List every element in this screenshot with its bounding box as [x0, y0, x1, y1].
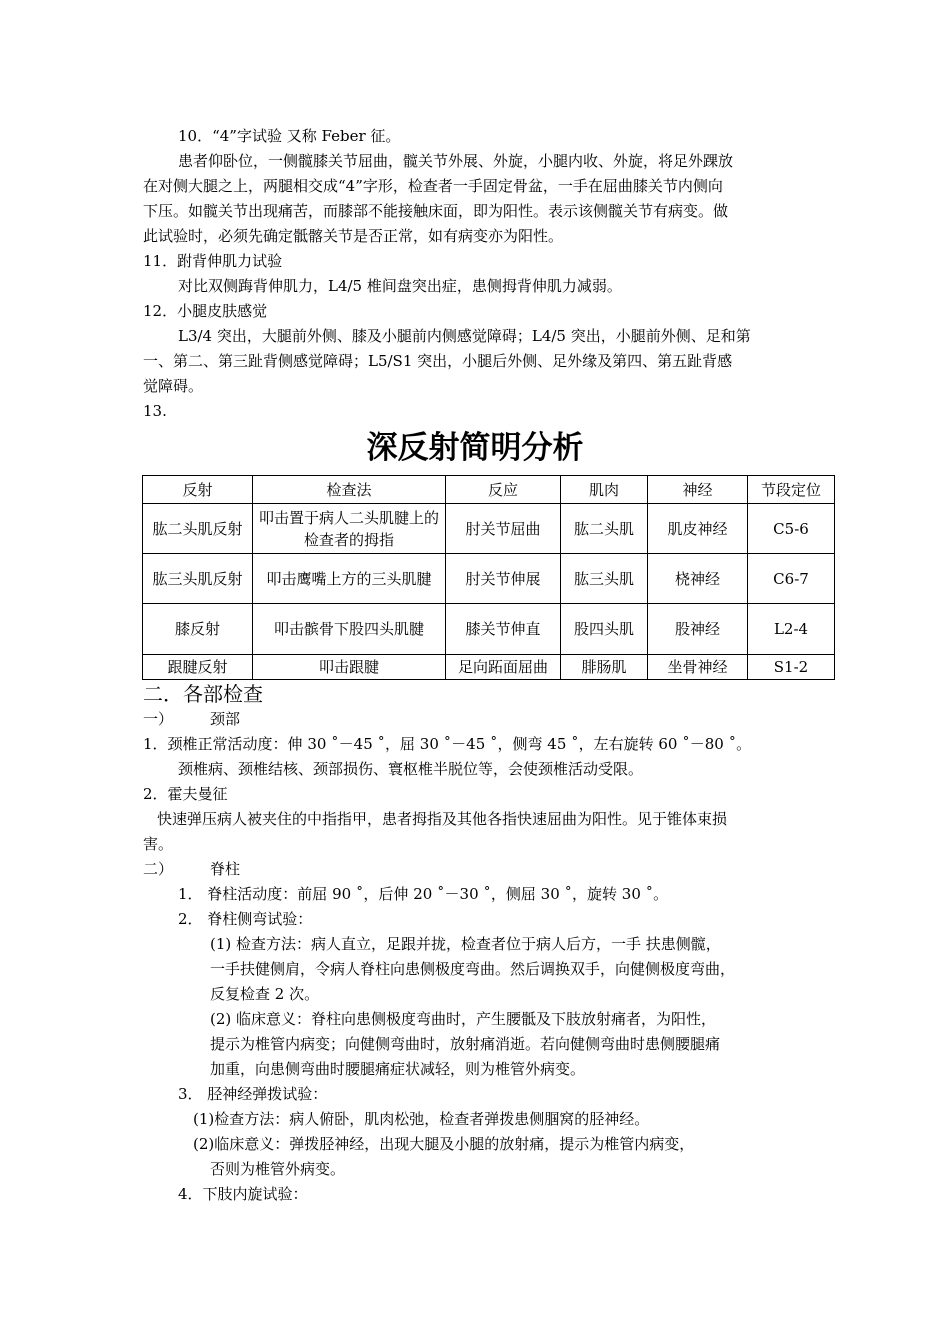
item-11-title: 11．跗背伸肌力试验	[143, 252, 283, 270]
item-11-body: 对比双侧踇背伸肌力，L4/5 椎间盘突出症，患侧拇背伸肌力减弱。	[178, 277, 622, 295]
spine-item-2-method-line: 一手扶健侧肩，令病人脊柱向患侧极度弯曲。然后调换双手，向健侧极度弯曲，	[210, 960, 736, 978]
table-cell: 桡神经	[648, 554, 748, 604]
spine-item-2: 2． 脊柱侧弯试验：	[178, 910, 313, 928]
table-cell: 叩击跟腱	[253, 655, 446, 680]
table-header: 肌肉	[561, 476, 648, 504]
table-cell: 膝关节伸直	[446, 604, 561, 655]
table-cell: 股四头肌	[561, 604, 648, 655]
neck-item-1-body: 颈椎病、颈椎结核、颈部损伤、寰枢椎半脱位等，会使颈椎活动受限。	[178, 760, 644, 778]
table-cell: 跟腱反射	[143, 655, 253, 680]
item-12-body-line: L3/4 突出，大腿前外侧、膝及小腿前内侧感觉障碍；L4/5 突出，小腿前外侧、足和第	[178, 327, 751, 345]
item-10-title: 10．“4”字试验 又称 Feber 征。	[178, 127, 401, 145]
table-cell: 叩击髌骨下股四头肌腱	[253, 604, 446, 655]
table-cell: C5-6	[748, 504, 835, 554]
item-10-body-line: 下压。如髋关节出现痛苦，而膝部不能接触床面，即为阳性。表示该侧髋关节有病变。做	[143, 202, 729, 220]
table-header-row	[143, 476, 835, 504]
table-cell: 肱三头肌反射	[143, 554, 253, 604]
spine-item-2-meaning-line: 提示为椎管内病变；向健侧弯曲时，放射痛消逝。若向健侧弯曲时患侧腰腿痛	[210, 1035, 721, 1053]
table-cell: S1-2	[748, 655, 835, 680]
item-12-body-line: 一、第二、第三趾背侧感觉障碍；L5/S1 突出，小腿后外侧、足外缘及第四、第五趾背感	[143, 352, 733, 370]
table-cell: 足向跖面屈曲	[446, 655, 561, 680]
table-cell: 肌皮神经	[648, 504, 748, 554]
table-cell: 坐骨神经	[648, 655, 748, 680]
table-title: 深反射简明分析	[366, 430, 584, 466]
item-12-title: 12．小腿皮肤感觉	[143, 302, 268, 320]
spine-item-2-method-line: 反复检查 2 次。	[210, 985, 320, 1003]
table-header: 反应	[446, 476, 561, 504]
neck-item-2-body-line: 害。	[143, 835, 174, 853]
table-header: 神经	[648, 476, 748, 504]
spine-item-3-meaning-line: (2)临床意义：弹拨胫神经，出现大腿及小腿的放射痛，提示为椎管内病变，	[193, 1135, 695, 1153]
table-cell: 肱二头肌	[561, 504, 648, 554]
spine-item-3-meaning-line: 否则为椎管外病变。	[210, 1160, 346, 1178]
table-cell: 肘关节屈曲	[446, 504, 561, 554]
section-heading: 二．各部检查	[143, 682, 263, 706]
spine-item-3-method: (1)检查方法：病人俯卧，肌肉松弛，检查者弹拨患侧腘窝的胫神经。	[193, 1110, 650, 1128]
neck-item-1: 1．颈椎正常活动度：伸 30 ˚－45 ˚，屈 30 ˚－45 ˚，侧弯 45 ˚，左右旋转 60 ˚－80 ˚。	[143, 735, 752, 753]
table-cell: 肱二头肌反射	[143, 504, 253, 554]
table-cell: 肘关节伸展	[446, 554, 561, 604]
table-header: 节段定位	[748, 476, 835, 504]
table-row	[143, 554, 835, 604]
table-cell: L2-4	[748, 604, 835, 655]
table-cell: 叩击置于病人二头肌腱上的检查者的拇指	[253, 504, 446, 554]
table-cell: 股神经	[648, 604, 748, 655]
table-row	[143, 504, 835, 554]
spine-item-3: 3． 胫神经弹拨试验：	[178, 1085, 328, 1103]
table-header: 反射	[143, 476, 253, 504]
table-header: 检查法	[253, 476, 446, 504]
neck-item-2: 2．霍夫曼征	[143, 785, 228, 803]
item-13-title: 13.	[143, 402, 167, 420]
table-cell: 肱三头肌	[561, 554, 648, 604]
table-cell: C6-7	[748, 554, 835, 604]
spine-item-2-method-line: (1) 检查方法：病人直立，足跟并拢，检查者位于病人后方，一手 扶患侧髋，	[210, 935, 721, 953]
spine-label: 二）	[143, 860, 174, 878]
spine-item-1: 1． 脊柱活动度：前屈 90 ˚，后伸 20 ˚－30 ˚，侧屈 30 ˚，旋转 30 ˚。	[178, 885, 669, 903]
neck-name: 颈部	[210, 710, 241, 728]
reflex-table	[142, 475, 835, 680]
spine-item-2-meaning-line: (2) 临床意义：脊柱向患侧极度弯曲时，产生腰骶及下肢放射痛者，为阳性，	[210, 1010, 717, 1028]
spine-name: 脊柱	[210, 860, 241, 878]
table-cell: 腓肠肌	[561, 655, 648, 680]
item-10-body-line: 在对侧大腿之上，两腿相交成“4”字形，检查者一手固定骨盆，一手在屈曲膝关节内侧向	[143, 177, 723, 195]
neck-label: 一）	[143, 710, 174, 728]
item-10-body-line: 患者仰卧位，一侧髋膝关节屈曲，髋关节外展、外旋，小腿内收、外旋，将足外踝放	[178, 152, 734, 170]
table-cell: 叩击鹰嘴上方的三头肌腱	[253, 554, 446, 604]
item-12-body-line: 觉障碍。	[143, 377, 204, 395]
table-cell: 膝反射	[143, 604, 253, 655]
table-row	[143, 604, 835, 655]
table-row	[143, 655, 835, 680]
item-10-body-line: 此试验时，必须先确定骶髂关节是否正常，如有病变亦为阳性。	[143, 227, 564, 245]
spine-item-2-meaning-line: 加重，向患侧弯曲时腰腿痛症状减轻，则为椎管外病变。	[210, 1060, 586, 1078]
neck-item-2-body-line: 快速弹压病人被夹住的中指指甲，患者拇指及其他各指快速屈曲为阳性。见于锥体束损	[157, 810, 728, 828]
spine-item-4: 4．下肢内旋试验：	[178, 1185, 308, 1203]
